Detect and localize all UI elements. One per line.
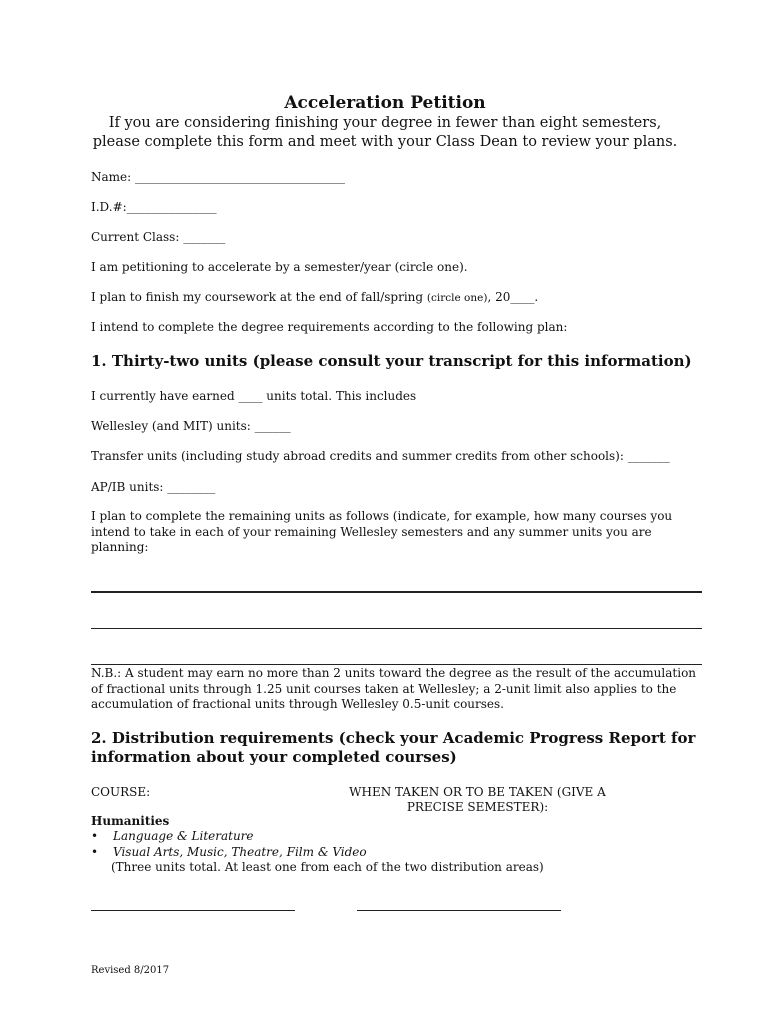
finish-statement — [91, 290, 538, 304]
intro-text — [0, 114, 770, 152]
nb-note: N.B.: A student may earn no more than 2 units toward the degree as the result of the accumulation of fractional units through 1.25 unit courses taken at Wellesley; a 2-unit limit also applies to the accumulation of fractional units through Wellesley 0.5-unit courses. — [91, 666, 697, 711]
current-class-field[interactable]: Current Class: _______ — [91, 230, 226, 244]
page-title: Acceleration Petition — [284, 93, 486, 113]
humanities-list — [91, 829, 367, 860]
intend-statement: I intend to complete the degree requirements according to the following plan: — [91, 320, 568, 334]
bullet-icon: • — [91, 829, 99, 843]
apib-units-field[interactable]: AP/IB units: ________ — [91, 480, 216, 494]
distribution-area-arts: Visual Arts, Music, Theatre, Film & Video — [113, 844, 367, 859]
id-field[interactable]: I.D.#:_______________ — [91, 200, 217, 214]
humanities-note: (Three units total. At least one from each of the two distribution areas) — [111, 860, 544, 874]
semester-answer-line[interactable] — [357, 910, 561, 911]
intro-line-1: If you are considering finishing your degree in fewer than eight semesters, — [108, 115, 662, 131]
list-item — [91, 845, 367, 861]
intro-line-2: please complete this form and meet with your Class Dean to review your plans. — [92, 134, 678, 150]
units-earned-field[interactable]: I currently have earned ____ units total. This includes — [91, 389, 417, 403]
finish-year-field[interactable]: , 20____. — [487, 290, 539, 304]
course-answer-line[interactable] — [91, 910, 295, 911]
section-1-heading: 1. Thirty-two units (please consult your transcript for this information) — [91, 352, 692, 370]
plan-answer-line-3[interactable] — [91, 664, 702, 665]
humanities-heading: Humanities — [91, 814, 170, 828]
wellesley-units-field[interactable]: Wellesley (and MIT) units: ______ — [91, 419, 291, 433]
bullet-icon: • — [91, 844, 99, 859]
finish-circle-note: (circle one) — [426, 292, 488, 304]
when-taken-label: WHEN TAKEN OR TO BE TAKEN (GIVE A PRECISE SEMESTER): — [349, 785, 606, 814]
plan-instructions: I plan to complete the remaining units as follows (indicate, for example, how many courses you intend to take in each of your remaining Wellesley semesters and any summer units you are planning: — [91, 509, 673, 554]
finish-pre: I plan to finish my coursework at the end of fall/spring — [91, 290, 427, 304]
petition-statement: I am petitioning to accelerate by a semester/year (circle one). — [91, 260, 468, 274]
revision-footer: Revised 8/2017 — [91, 965, 170, 976]
course-label: COURSE: — [91, 785, 151, 799]
distribution-area-language: Language & Literature — [113, 829, 254, 843]
plan-answer-line-2[interactable] — [91, 628, 702, 629]
name-field[interactable]: Name: ___________________________________ — [91, 170, 345, 184]
plan-answer-line-1[interactable] — [91, 591, 702, 593]
transfer-units-field[interactable]: Transfer units (including study abroad credits and summer credits from other schools): _______ — [91, 449, 670, 463]
section-2-heading: 2. Distribution requirements (check your Academic Progress Report for information about your completed courses) — [91, 729, 696, 766]
list-item — [91, 829, 367, 845]
